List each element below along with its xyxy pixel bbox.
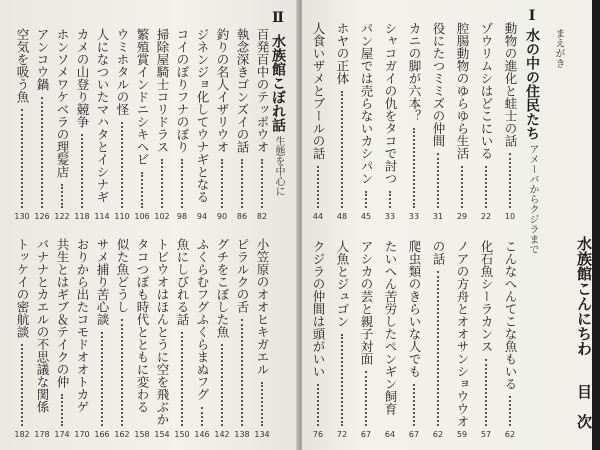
leader-dots [413, 128, 415, 208]
toc-page-number: 64 [384, 430, 396, 439]
contents-heading [574, 384, 594, 429]
toc-page-number: 22 [480, 212, 492, 221]
toc-page-number: 142 [214, 430, 230, 439]
toc-page-number: 10 [504, 212, 516, 221]
toc-entry-title: 共生とはギブ＆テイクの仲 [55, 238, 70, 388]
toc-entry-title: 人になついたマハタとイシナギ [95, 28, 110, 203]
leader-dots [413, 384, 415, 427]
toc-entry [356, 240, 376, 365]
chapter-1-subtitle: アメーバからクジラまで [527, 144, 538, 254]
chapter-2-number: Ⅱ [270, 10, 286, 26]
leader-dots [365, 371, 367, 426]
chapter-2-subtitle: 生態を中心に [273, 136, 284, 196]
toc-page-number: 134 [254, 430, 270, 439]
toc-page-number: 150 [174, 430, 190, 439]
toc-entry [152, 238, 172, 426]
toc-entry [476, 240, 496, 353]
toc-entry-title: 化石魚シーラカンス [479, 240, 494, 353]
toc-entry [212, 238, 232, 338]
leader-dots [509, 396, 511, 426]
toc-entry [52, 28, 72, 178]
toc-entry [500, 240, 520, 390]
toc-page-number: 90 [216, 212, 228, 221]
toc-page-number: 98 [176, 212, 188, 221]
leader-dots [181, 159, 183, 208]
toc-entry [212, 28, 232, 153]
leader-dots [61, 184, 63, 208]
toc-page-number: 33 [408, 212, 420, 221]
chapter-1-heading [522, 8, 542, 254]
toc-page-number: 110 [114, 212, 130, 221]
toc-page-number: 154 [154, 430, 170, 439]
toc-page-number: 102 [154, 212, 170, 221]
toc-entry [404, 240, 424, 378]
contents-label: 目 次 [575, 384, 593, 429]
toc-entry [500, 22, 520, 147]
toc-entry [12, 238, 32, 338]
toc-entry [452, 22, 472, 160]
toc-entry-title: の話 [431, 240, 446, 265]
toc-page-number: 118 [74, 212, 90, 221]
toc-entry-title: ピラルクの舌 [235, 238, 250, 313]
toc-entry-title: ノアの方舟とオオサンショウウオ [455, 240, 470, 428]
chapter-1-title: 水の中の住民たち [524, 28, 540, 140]
toc-entry [192, 238, 212, 401]
leader-dots [161, 159, 163, 208]
toc-entry-title: コイのぼりフナのぼり [175, 28, 190, 153]
toc-page-number: 158 [134, 430, 150, 439]
toc-entry-title: ウミホタルの怪 [115, 28, 130, 116]
leader-dots [485, 359, 487, 427]
leader-dots [485, 166, 487, 209]
toc-page-number: 170 [74, 430, 90, 439]
leader-dots [61, 394, 63, 426]
toc-page-number: 45 [360, 212, 372, 221]
toc-page-number: 72 [336, 430, 348, 439]
leader-dots [221, 159, 223, 208]
toc-entry-title: 小笠原のオオヒキガエル [255, 238, 270, 376]
toc-page-number: 174 [54, 430, 70, 439]
leader-dots [141, 172, 143, 209]
toc-page-number: 178 [34, 430, 50, 439]
toc-entry [32, 28, 52, 91]
toc-entry [232, 238, 252, 313]
toc-entry [380, 240, 400, 415]
toc-entry-title: トビウオはほんとうに空を飛ぶか [155, 238, 170, 426]
toc-entry [428, 22, 448, 147]
toc-entry-title: 掃除屋騎士コリドラス [155, 28, 170, 153]
toc-page-number: 86 [236, 212, 248, 221]
leader-dots [41, 97, 43, 209]
book-title-text: 水族館こんにちわ [575, 236, 593, 356]
toc-page-number: 82 [256, 212, 268, 221]
toc-entry [356, 22, 376, 185]
toc-entry [308, 22, 328, 160]
leader-dots [341, 334, 343, 427]
leader-dots [389, 191, 391, 209]
toc-entry-title: シャコガイの仇をタコで討つ [383, 22, 398, 185]
leader-dots [261, 382, 263, 427]
toc-page-number: 126 [34, 212, 50, 221]
toc-entry-title: カニの脚が六本？ [407, 22, 422, 122]
toc-entry-title: ゾウリムシはどこにいる [479, 22, 494, 160]
leader-dots [437, 271, 439, 426]
leader-dots [317, 384, 319, 427]
toc-entry-title: 百発百中のテッポウオ [255, 28, 270, 153]
toc-page-number: 62 [504, 430, 516, 439]
toc-entry [428, 240, 448, 265]
toc-page-number: 106 [134, 212, 150, 221]
toc-entry-title: 人魚とジュゴン [335, 240, 350, 328]
leader-dots [21, 344, 23, 426]
toc-entry-title: 腔腸動物のゆらゆら生活 [455, 22, 470, 160]
toc-page-number: 76 [312, 430, 324, 439]
toc-entry-title: バナナとカエルの不思議な関係 [35, 238, 50, 413]
leader-dots [201, 407, 203, 427]
toc-page-number: 44 [312, 212, 324, 221]
toc-entry [112, 238, 132, 313]
foreword-entry [548, 28, 568, 68]
toc-entry-title: クジラの仲間は頭がいい [311, 240, 326, 378]
toc-page-number: 162 [114, 430, 130, 439]
toc-entry-title: カメの山登り競争 [75, 28, 90, 128]
toc-entry-title: サメ捕り苦心談 [95, 238, 110, 326]
toc-page-number: 48 [336, 212, 348, 221]
toc-entry-title: ホンソメワケベラの理髪店 [55, 28, 70, 178]
toc-page-number: 57 [480, 430, 492, 439]
toc-entry [72, 28, 92, 128]
chapter-2-title: 水族館こぼれ話 [270, 34, 286, 132]
leader-dots [21, 109, 23, 208]
toc-entry-title: アシカの芸と親子対面 [359, 240, 374, 365]
toc-entry [232, 28, 252, 153]
toc-entry [172, 28, 192, 153]
toc-entry-title: ジネンジョ化してウナギとなる [195, 28, 210, 203]
toc-page-number: 122 [54, 212, 70, 221]
toc-entry-title: トッケイの密航談 [15, 238, 30, 338]
toc-entry-title: 執念深きゴンズイの話 [235, 28, 250, 153]
toc-entry-title: 人食いザメとブールの話 [311, 22, 326, 160]
leader-dots [509, 153, 511, 208]
toc-entry-title: パン屋では売らないカシパン [359, 22, 374, 185]
leader-dots [365, 191, 367, 209]
leader-dots [121, 319, 123, 426]
toc-entry-title: ふくらむフグふくらまぬフグ [195, 238, 210, 401]
toc-entry-title: 役にたつミミズの仲間 [431, 22, 446, 147]
toc-entry-title: タコつぼも時代とともに変わる [135, 238, 150, 413]
toc-entry-title: こんなへんてこな魚もいる [503, 240, 518, 390]
toc-entry [192, 28, 212, 203]
foreword-label: まえがき [553, 28, 564, 68]
leader-dots [261, 159, 263, 208]
toc-page-number: 33 [384, 212, 396, 221]
toc-entry [308, 240, 328, 378]
leader-dots [221, 344, 223, 426]
background-edge [592, 0, 600, 450]
toc-entry [152, 28, 172, 153]
leader-dots [241, 319, 243, 426]
toc-entry [452, 240, 472, 428]
toc-entry [32, 238, 52, 413]
toc-entry [72, 238, 92, 413]
toc-entry [92, 28, 112, 203]
toc-page-number: 166 [94, 430, 110, 439]
leader-dots [241, 159, 243, 208]
toc-entry [12, 28, 32, 103]
leader-dots [437, 153, 439, 208]
toc-entry-title: グチをこぼした魚 [215, 238, 230, 338]
toc-entry-title: たいへん苦労したペンギン飼育 [383, 240, 398, 415]
toc-page-number: 138 [234, 430, 250, 439]
toc-entry-title: 動物の進化と蛙士の話 [503, 22, 518, 147]
toc-page-number: 59 [456, 430, 468, 439]
toc-entry [52, 238, 72, 388]
toc-entry [132, 28, 152, 166]
toc-page-number: 67 [360, 430, 372, 439]
toc-page-number: 114 [94, 212, 110, 221]
toc-entry-title: おりから出たコモドオオトカゲ [75, 238, 90, 413]
toc-entry-title: 釣りの名人イザリウオ [215, 28, 230, 153]
toc-page-number: 62 [432, 430, 444, 439]
leader-dots [121, 122, 123, 209]
toc-entry [332, 240, 352, 328]
toc-page-number: 31 [432, 212, 444, 221]
toc-entry [380, 22, 400, 185]
book-title [574, 236, 594, 356]
chapter-1-number: Ⅰ [524, 8, 540, 24]
toc-entry [476, 22, 496, 160]
leader-dots [101, 332, 103, 427]
leader-dots [341, 91, 343, 209]
toc-entry [92, 238, 112, 326]
toc-page-number: 146 [194, 430, 210, 439]
toc-page-number: 130 [14, 212, 30, 221]
toc-entry [132, 238, 152, 413]
toc-entry-title: 似た魚どうし [115, 238, 130, 313]
leader-dots [317, 166, 319, 209]
toc-entry-title: ホヤの正体 [335, 22, 350, 85]
toc-entry [332, 22, 352, 85]
leader-dots [81, 134, 83, 208]
toc-entry [404, 22, 424, 122]
toc-entry [252, 238, 272, 376]
toc-entry-title: 魚にしびれる話 [175, 238, 190, 326]
toc-page-number: 94 [196, 212, 208, 221]
toc-entry [172, 238, 192, 326]
leader-dots [181, 332, 183, 427]
toc-entry [252, 28, 272, 153]
toc-entry [112, 28, 132, 116]
toc-page-number: 182 [14, 430, 30, 439]
toc-entry-title: 空気を吸う魚 [15, 28, 30, 103]
toc-entry-title: 繁殖賞インドニシキヘビ [135, 28, 150, 166]
toc-page-number: 29 [456, 212, 468, 221]
toc-page-number: 67 [408, 430, 420, 439]
toc-entry-title: アンコウ鍋 [35, 28, 50, 91]
leader-dots [461, 166, 463, 209]
toc-entry-title: 爬虫類のきらいな人でも [407, 240, 422, 378]
